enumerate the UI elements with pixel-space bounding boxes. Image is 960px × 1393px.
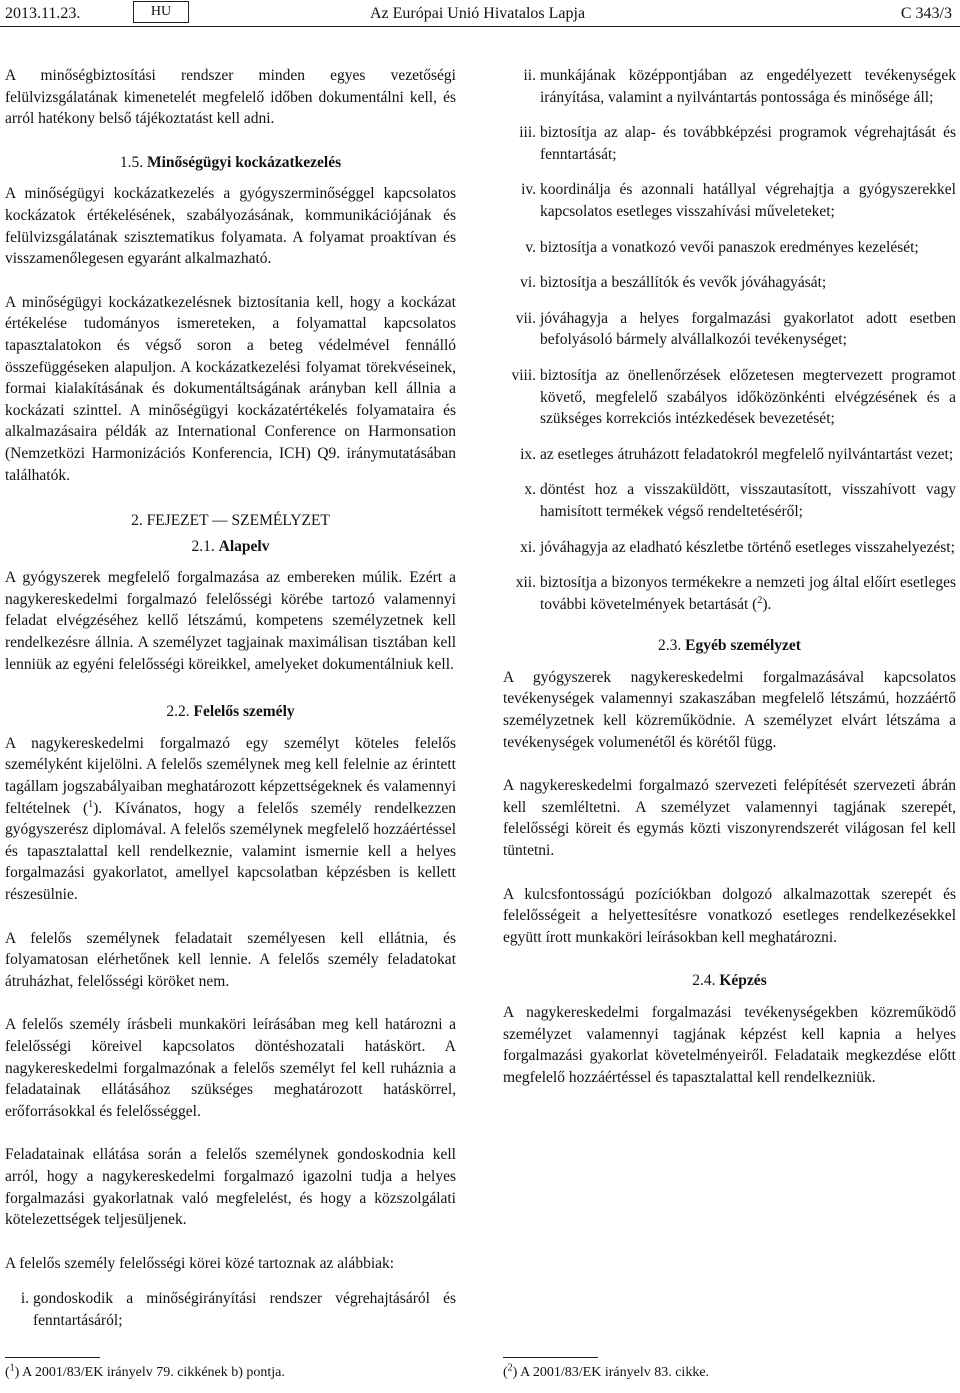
list-text: biztosítja a vonatkozó vevői panaszok eredményes kezelését; <box>540 238 919 256</box>
section-number: 2.2. <box>166 703 190 721</box>
section-number: 2.1. <box>191 537 215 555</box>
list-number: v. <box>525 238 536 256</box>
footnote-ref[interactable]: 1 <box>88 798 94 810</box>
chapter-heading: 2. FEJEZET — SZEMÉLYZET <box>131 512 330 530</box>
list-text: munkájának középpontjában az engedélyezett tevékenységek irányítása, valamint a nyilvántartás pontossága és minősége áll; <box>540 67 956 106</box>
section-number: 2.3. <box>658 637 682 655</box>
text-run: A nagykereskedelmi forgalmazó egy személyt köteles felelős személyként kijelölni. A felelős személynek meg kell felelnie az érintett tagállam jogszabályaiban meghatározott képzettségeknek és valamennyi feltételnek ( <box>5 734 456 817</box>
list-item <box>503 179 956 222</box>
page-number: C 343/3 <box>900 5 952 22</box>
paragraph: A felelős személynek feladatait személyesen kell ellátnia, és folyamatosan elérhetőnek kell lennie. A felelős személy feladatokat átruházhat, felelősségi köröket nem. <box>5 929 456 990</box>
list-number: vi. <box>520 274 536 292</box>
section-heading-2-3 <box>503 635 956 657</box>
paragraph: A felelős személy felelősségi körei közé tartoznak az alábbiak: <box>5 1254 395 1272</box>
section-title: Felelős személy <box>193 703 295 721</box>
list-text: biztosítja a beszállítók és vevők jóváhagyását; <box>540 274 827 292</box>
list-text: koordinálja és azonnali hatállyal végrehajtja a gyógyszerekkel kapcsolatos esetleges visszahívási műveleteket; <box>540 181 956 220</box>
section-title: Egyéb személyzet <box>685 637 801 655</box>
left-column <box>5 65 456 1346</box>
section-title: Minőségügyi kockázatkezelés <box>146 153 342 171</box>
paragraph: A kulcsfontosságú pozíciókban dolgozó alkalmazottak szerepét és felelősségeit a helyettesítésre vonatkozó esetleges rendelkezésekkel együtt írott munkaköri leírásokban kell meghatározni. <box>503 885 956 946</box>
paragraph: Feladatainak ellátása során a felelős személynek gondoskodnia kell arról, hogy a nagykereskedelmi forgalmazó igazolni tudja a helyes forgalmazási gyakorlatnak való megfelelést, és hogy a közszolgálati kötelezettségek teljesüljenek. <box>5 1146 456 1229</box>
section-heading-2-1 <box>5 536 456 558</box>
footnote-text: A 2001/83/EK irányelv 79. cikkének b) pontja. <box>22 1365 285 1380</box>
journal-title: Az Európai Unió Hivatalos Lapja <box>370 5 586 22</box>
list-number: iii. <box>519 124 536 142</box>
footnote-right: ($^2$) A 2001/83/EK irányelv 83. cikke. <box>503 1357 956 1382</box>
header-rule <box>0 26 960 27</box>
footnote-text: A 2001/83/EK irányelv 83. cikke. <box>520 1365 710 1380</box>
paragraph: A minőségügyi kockázatkezelés a gyógyszerminőséggel kapcsolatos kockázatok értékelésének, szabályozásának, kommunikációjának és felülvizsgálatának szisztematikus folyamata. A folyamat proaktívan és visszamenőlegesen egyaránt alkalmazható. <box>5 185 456 268</box>
list-text: biztosítja az önellenőrzések előzetesen megtervezett programot követő, megfelelő szabályos időközönkénti elvégzésének és a szükséges korrekciós intézkedések bevezetését; <box>540 366 956 428</box>
paragraph: A minőségügyi kockázatkezelésnek biztosítania kell, hogy a kockázat értékelése tudományos ismereteken, a folyamattal kapcsolatos tapasztalatokon és végső soron a beteg védelmével fennálló összefüggéseken alapuljon. A kockázatkezelési folyamat törekvéseinek, formai kialakításának és dokumentáltságának arányban kell állnia a kockázati szinttel. A minőségügyi kockázatértékelés folyamataira és alkalmazásaira példák az International Conference on Harmonsation (Nemzetközi Harmonizációs Konferencia, ICH) Q9. iránymutatásában találhatók. <box>5 293 456 484</box>
list-number: vii. <box>515 309 536 327</box>
list-item <box>503 537 956 559</box>
section-title: Alapelv <box>218 537 270 555</box>
footnote-rule <box>5 1357 100 1358</box>
footnote-mark: 2 <box>507 1362 513 1374</box>
list-number: xii. <box>515 574 536 592</box>
section-number: 1.5. <box>119 153 144 171</box>
list-item <box>503 65 956 108</box>
list-item <box>503 308 956 351</box>
text-run: ). <box>762 595 772 613</box>
footnote-mark: 1 <box>9 1362 15 1374</box>
paragraph: A minőségbiztosítási rendszer minden egyes vezetőségi felülvizsgálatának kimenetelét megfelelő időben dokumentálni kell, és arról hatékony belső tájékoztatást kell adni. <box>5 67 456 128</box>
section-heading-2-4 <box>503 970 956 992</box>
footnote-rule <box>503 1357 598 1358</box>
section-heading-1-5 <box>5 152 456 174</box>
footnote-left: ($^1$) A 2001/83/EK irányelv 79. cikkének b) pontja. <box>5 1357 456 1382</box>
list-number: viii. <box>511 366 536 384</box>
footnote-ref[interactable]: 2 <box>757 594 763 606</box>
list-text: jóváhagyja az eladható készletbe történő esetleges visszahelyezést; <box>540 538 955 556</box>
language-badge: HU <box>133 1 189 23</box>
list-item <box>503 272 956 294</box>
list-number: iv. <box>521 181 536 199</box>
list-item <box>503 444 956 466</box>
list-number: xi. <box>520 538 536 556</box>
list-text: jóváhagyja a helyes forgalmazási gyakorlatot adott esetben befolyásoló bármely alvállalkozói tevékenységet; <box>540 309 956 349</box>
section-heading-2-2 <box>5 701 456 723</box>
list-text: biztosítja az alap- és továbbképzési programok végrehajtását és fenntartását; <box>540 124 956 163</box>
paragraph: A nagykereskedelmi forgalmazó szervezeti felépítését szervezeti ábrán kell szemléltetni. A személyzet valamennyi tagjának szerepét, felelősségi köreit és egymás közti viszonyrendszerét világosan fel kell tüntetni. <box>503 777 956 860</box>
responsibility-list <box>503 65 956 558</box>
list-text <box>540 572 956 615</box>
list-text: döntést hoz a visszaküldött, visszautasított, visszahívott vagy hamisított termékek végső rendeltetéséről; <box>540 481 956 520</box>
paragraph: A gyógyszerek megfelelő forgalmazása az embereken múlik. Ezért a nagykereskedelmi forgalmazó felelősségi körébe tartozó valamennyi feladat elvégzéséhez kellő létszámú, kompetens személyzetnek kell rendelkezésre állnia. A személyzet tagjainak maximálisan tisztában kell lenniük az egyéni felelősségi köreikkel, amelyeket dokumentálniuk kell. <box>5 569 456 673</box>
list-item <box>503 479 956 522</box>
list-number: x. <box>524 481 536 499</box>
list-number: i. <box>20 1290 29 1308</box>
list-text: az esetleges átruházott feladatokról megfelelő nyilvántartást vezet; <box>540 445 954 463</box>
paragraph: A nagykereskedelmi forgalmazási tevékenységekben közreműködő személyzet valamennyi tagjának képzést kell kapnia a helyes forgalmazási gyakorlat követelményeiről. Feladataik megkezdése előtt megfelelő hozzáértéssel és tapasztalattal kell rendelkezniük. <box>503 1004 956 1086</box>
right-column <box>503 65 956 1110</box>
text-run: biztosítja a bizonyos termékekre a nemzeti jog által előírt esetleges további követelmények betartását ( <box>540 574 956 613</box>
paragraph: A gyógyszerek nagykereskedelmi forgalmazásával kapcsolatos tevékenységek valamennyi szakaszában megfelelő létszámú, hozzáértő személyzetnek kell közreműködnie. A személyzet elvárt létszáma a tevékenységek volumenétől és körétől függ. <box>503 668 956 751</box>
list-number: ii. <box>523 67 536 84</box>
text-run: ). Kívánatos, hogy a felelős személy rendelkezzen gyógyszerész diplomával. A felelős személynek megfelelő hozzáértéssel és tapasztalattal kell rendelkeznie, valamint ismernie kell a helyes forgalmazási gyakorlatot, amellyel kapcsolatban képzésben is kellett részesülnie. <box>5 799 456 903</box>
list-item <box>5 1288 456 1331</box>
list-text: gondoskodik a minőségirányítási rendszer végrehajtásáról és fenntartásáról; <box>33 1290 456 1329</box>
page-header <box>0 0 960 28</box>
list-item <box>503 572 956 615</box>
list-item <box>503 365 956 430</box>
list-item <box>503 122 956 165</box>
list-item <box>503 237 956 259</box>
paragraph <box>5 733 456 906</box>
section-number: 2.4. <box>692 972 716 990</box>
section-title: Képzés <box>719 972 767 990</box>
header-date: 2013.11.23. <box>5 5 81 22</box>
list-number: ix. <box>520 445 536 463</box>
paragraph: A felelős személy írásbeli munkaköri leírásában meg kell határozni a felelősségi köreivel kapcsolatos döntéshozatali hatáskört. A nagykereskedelmi forgalmazónak a felelős személyt fel kell ruháznia a feladatainak ellátásához szükséges meghatározott hatáskörrel, erőforrásokkal és felelősséggel. <box>5 1016 456 1120</box>
